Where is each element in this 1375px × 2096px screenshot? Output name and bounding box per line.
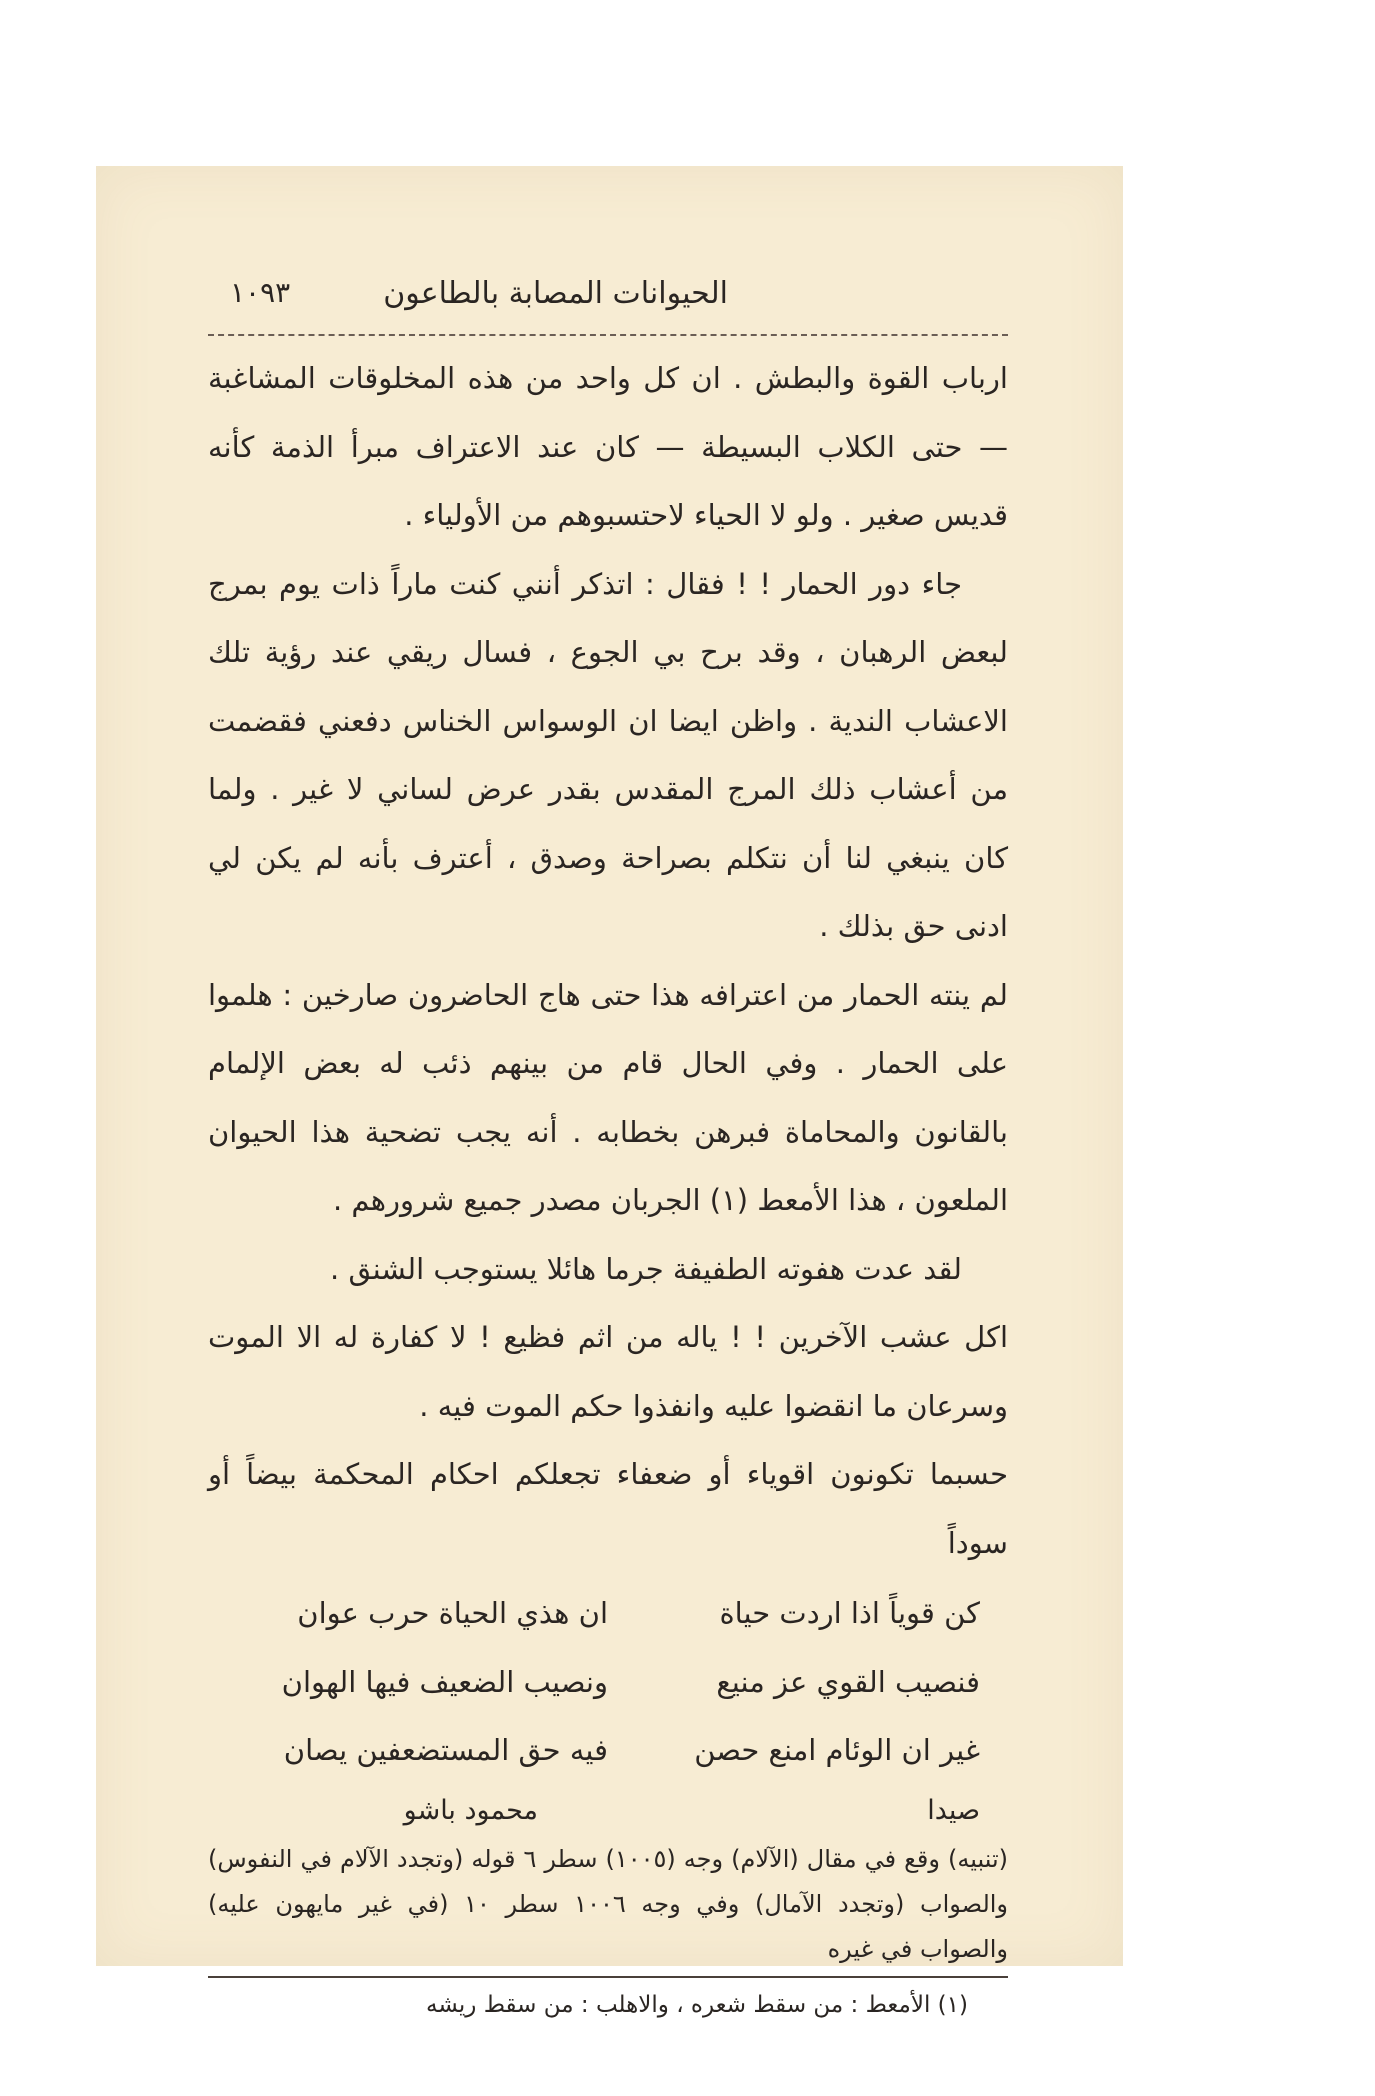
running-title: الحيوانات المصابة بالطاعون: [383, 276, 728, 311]
footnote-divider: [208, 1976, 1008, 1978]
article-body: [208, 344, 1008, 1577]
paragraph: لم ينته الحمار من اعترافه هذا حتى هاج الحاضرون صارخين : هلموا على الحمار . وفي الحال قام من بينهم ذئب له بعض الإلمام بالقانون والمحاماة فبرهن بخطابه . أنه يجب تضحية هذا الحيوان الملعون ، هذا الأمعط (١) الجربان مصدر جميع شرورهم .: [208, 977, 1008, 1217]
running-header: [208, 266, 1008, 326]
scanned-page: [96, 166, 1123, 2018]
paragraph: اكل عشب الآخرين ! ! ياله من اثم فظيع ! لا كفارة له الا الموت وسرعان ما انقضوا عليه وانفذوا حكم الموت فيه .: [208, 1320, 1008, 1423]
paragraph: لقد عدت هفوته الطفيفة جرما هائلا يستوجب الشنق .: [330, 1251, 962, 1286]
signature-line: [208, 1785, 1008, 1837]
verse-second-hemistich: ونصيب الضعيف فيها الهوان: [281, 1664, 608, 1699]
paragraph: جاء دور الحمار ! ! فقال : اتذكر أنني كنت ماراً ذات يوم بمرج لبعض الرهبان ، وقد برح بي الجوع ، فسال ريقي عند رؤية تلك الاعشاب الندية . واظن ايضا ان الوسواس الخناس دفعني فقضمت من أعشاب ذلك المرج المقدس بقدر عرض لساني لا غير . ولما كان ينبغي لنا أن نتكلم بصراحة وصدق ، أعترف بأنه لم يكن لي ادنى حق بذلك .: [208, 566, 1008, 943]
verse-first-hemistich: غير ان الوئام امنع حصن: [694, 1733, 980, 1767]
verse-first-hemistich: كن قوياً اذا اردت حياة: [719, 1596, 980, 1630]
signature-place: صيدا: [927, 1794, 980, 1826]
paragraph: حسبما تكونون اقوياء أو ضعفاء تجعلكم احكام المحكمة بيضاً أو سوداً: [208, 1457, 1008, 1560]
verse-second-hemistich: فيه حق المستضعفين يصان: [283, 1733, 608, 1767]
verse-first-hemistich: فنصيب القوي عز منيع: [716, 1664, 980, 1699]
footnote: (١) الأمعط : من سقط شعره ، والاهلب : من سقط ريشه: [426, 1991, 968, 2018]
verse-line: [208, 1579, 1008, 1648]
verse-line: [208, 1648, 1008, 1717]
header-divider: [208, 334, 1008, 336]
author-name: محمود باشو: [403, 1794, 538, 1826]
verse-second-hemistich: ان هذي الحياة حرب عوان: [297, 1596, 608, 1630]
verse-line: [208, 1716, 1008, 1785]
paragraph: ارباب القوة والبطش . ان كل واحد من هذه المخلوقات المشاغبة — حتى الكلاب البسيطة — كان عند الاعتراف مبرأ الذمة كأنه قديس صغير . ولو لا الحياء لاحتسبوهم من الأولياء .: [208, 361, 1008, 532]
correction-note: (تنبيه) وقع في مقال (الآلام) وجه (١٠٠٥) سطر ٦ قوله (وتجدد الآلام في النفوس) والصواب (وتجدد الآمال) وفي وجه ١٠٠٦ سطر ١٠ (في غير مايهون عليه) والصواب في غيره: [208, 1844, 1009, 1963]
page-content: [208, 266, 1008, 2026]
poem: [208, 1579, 1008, 1785]
page-number: ١٠٩٣: [230, 276, 291, 309]
